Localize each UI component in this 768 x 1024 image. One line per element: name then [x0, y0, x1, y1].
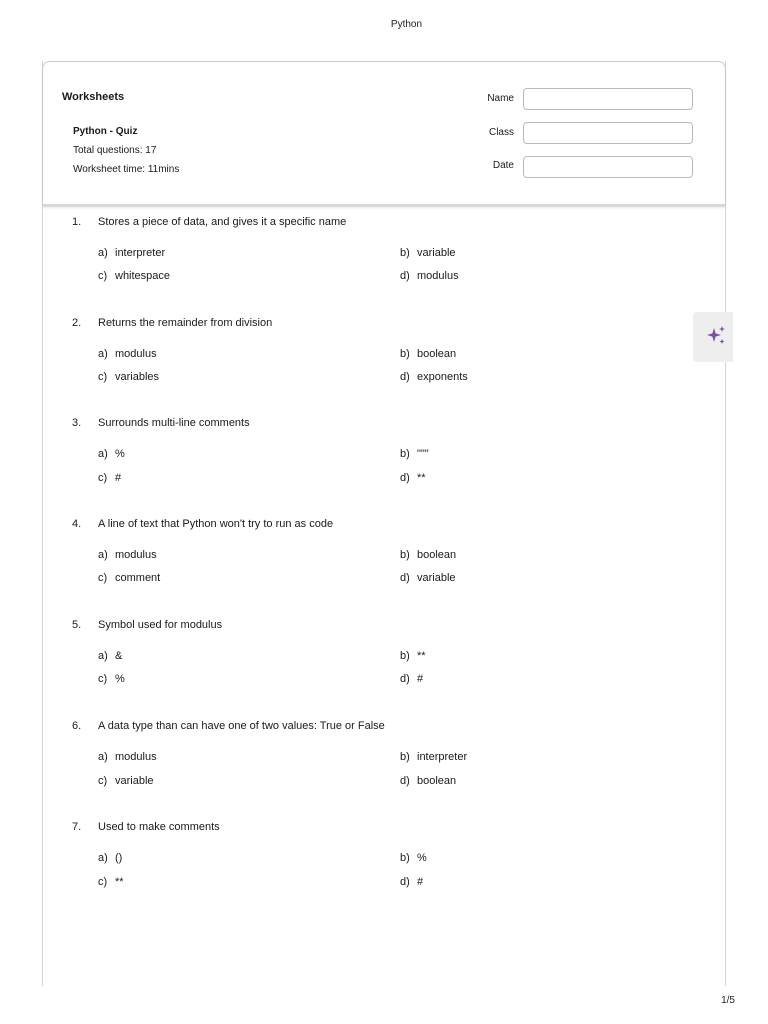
q3-option-d[interactable]: d) ** — [400, 472, 426, 484]
question-text: Surrounds multi-line comments — [98, 417, 250, 429]
document-title: Python — [390, 19, 423, 30]
q4-option-a[interactable]: a) modulus — [98, 549, 157, 561]
question-number: 1. — [72, 216, 82, 228]
q4-option-d[interactable]: d) variable — [400, 572, 456, 584]
question-text: Returns the remainder from division — [98, 317, 273, 329]
quiz-name: Python - Quiz — [73, 126, 138, 137]
q2-option-a[interactable]: a) modulus — [98, 348, 157, 360]
question-text: A line of text that Python won't try to run as code — [98, 518, 334, 530]
class-field[interactable] — [523, 122, 693, 144]
question-number: 2. — [72, 317, 82, 329]
q6-option-b[interactable]: b) interpreter — [400, 751, 468, 763]
q2-option-c[interactable]: c) variables — [98, 371, 160, 383]
name-field[interactable] — [523, 88, 693, 110]
q6-option-d[interactable]: d) boolean — [400, 775, 457, 787]
q7-option-c[interactable]: c) ** — [98, 876, 124, 888]
question-text: Used to make comments — [98, 821, 220, 833]
q7-option-a[interactable]: a) () — [98, 852, 123, 864]
q1-option-b[interactable]: b) variable — [400, 247, 456, 259]
q1-option-a[interactable]: a) interpreter — [98, 247, 166, 259]
q1-option-d[interactable]: d) modulus — [400, 270, 459, 282]
date-field[interactable] — [523, 156, 693, 178]
question-number: 6. — [72, 720, 82, 732]
date-label: Date — [492, 160, 514, 171]
question-number: 3. — [72, 417, 82, 429]
q3-option-a[interactable]: a) % — [98, 448, 125, 460]
q4-option-b[interactable]: b) boolean — [400, 549, 457, 561]
page-number: 1/5 — [721, 995, 735, 1006]
q5-option-b[interactable]: b) ** — [400, 650, 426, 662]
total-questions: Total questions: 17 — [73, 145, 157, 156]
question-text: Stores a piece of data, and gives it a specific name — [98, 216, 347, 228]
class-label: Class — [488, 127, 514, 138]
q7-option-d[interactable]: d) # — [400, 876, 424, 888]
question-text: A data type than can have one of two values: True or False — [98, 720, 385, 732]
sparkle-icon — [705, 325, 727, 347]
q3-option-b[interactable]: b) """ — [400, 448, 429, 460]
q2-option-d[interactable]: d) exponents — [400, 371, 468, 383]
q5-option-c[interactable]: c) % — [98, 673, 125, 685]
brand-title: Worksheets — [62, 91, 125, 103]
question-text: Symbol used for modulus — [98, 619, 223, 631]
name-label: Name — [487, 93, 514, 104]
worksheet-time: Worksheet time: 11mins — [73, 164, 180, 175]
q5-option-d[interactable]: d) # — [400, 673, 424, 685]
q3-option-c[interactable]: c) # — [98, 472, 122, 484]
question-number: 7. — [72, 821, 82, 833]
q4-option-c[interactable]: c) comment — [98, 572, 161, 584]
worksheet-header — [42, 61, 726, 207]
q5-option-a[interactable]: a) & — [98, 650, 123, 662]
q6-option-a[interactable]: a) modulus — [98, 751, 157, 763]
ai-assistant-button[interactable] — [693, 312, 733, 362]
q1-option-c[interactable]: c) whitespace — [98, 270, 171, 282]
q6-option-c[interactable]: c) variable — [98, 775, 154, 787]
question-number: 4. — [72, 518, 82, 530]
question-number: 5. — [72, 619, 82, 631]
q7-option-b[interactable]: b) % — [400, 852, 427, 864]
q2-option-b[interactable]: b) boolean — [400, 348, 457, 360]
